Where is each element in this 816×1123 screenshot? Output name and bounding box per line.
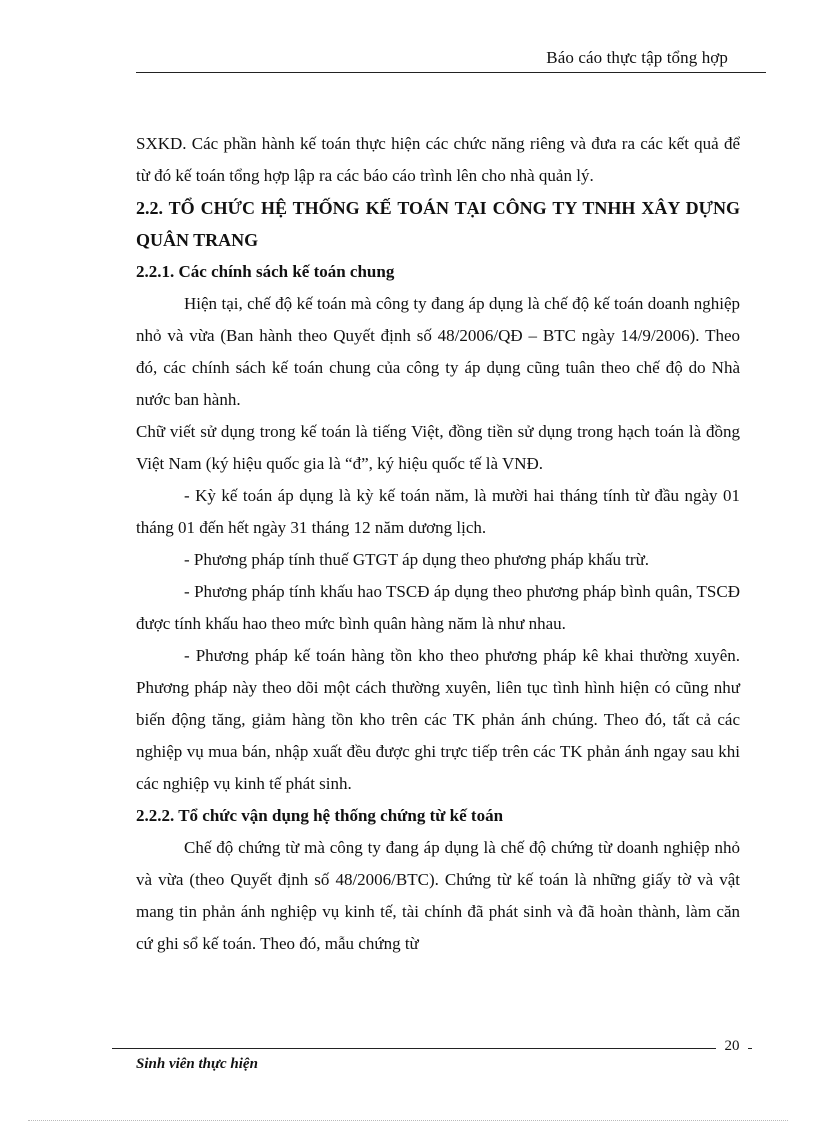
section-heading: 2.2. TỔ CHỨC HỆ THỐNG KẾ TOÁN TẠI CÔNG TY TNHH XÂY DỰNG QUÂN TRANG bbox=[136, 198, 740, 250]
subsection-heading: 2.2.1. Các chính sách kế toán chung bbox=[136, 262, 395, 281]
paragraph: Chữ viết sử dụng trong kế toán là tiếng Việt, đồng tiền sử dụng trong hạch toán là đồng Việt Nam (ký hiệu quốc gia là “đ”, ký hiệu quốc tế là VNĐ. bbox=[136, 422, 740, 473]
subsection-heading: 2.2.2. Tổ chức vận dụng hệ thống chứng từ kế toán bbox=[136, 806, 504, 825]
page-number: 20 bbox=[716, 1038, 748, 1055]
list-item: - Phương pháp tính khấu hao TSCĐ áp dụng theo phương pháp bình quân, TSCĐ được tính khấu hao theo mức bình quân hàng năm là như nhau. bbox=[136, 582, 740, 633]
header-rule bbox=[136, 72, 766, 73]
list-item: - Kỳ kế toán áp dụng là kỳ kế toán năm, là mười hai tháng tính từ đầu ngày 01 tháng 01 đến hết ngày 31 tháng 12 năm dương lịch. bbox=[136, 486, 740, 537]
footer-label: Sinh viên thực hiện bbox=[136, 1056, 258, 1072]
paragraph: Chế độ chứng từ mà công ty đang áp dụng là chế độ chứng từ doanh nghiệp nhỏ và vừa (theo Quyết định số 48/2006/BTC). Chứng từ kế toán là những giấy tờ và vật mang tin phản ánh nghiệp vụ kinh tế, tài chính đã phát sinh và đã hoàn thành, làm căn cứ ghi sổ kế toán. Theo đó, mẫu chứng từ bbox=[136, 838, 740, 953]
paragraph: Hiện tại, chế độ kế toán mà công ty đang áp dụng là chế độ kế toán doanh nghiệp nhỏ và vừa (Ban hành theo Quyết định số 48/2006/QĐ – BTC ngày 14/9/2006). Theo đó, các chính sách kế toán chung của công ty áp dụng cũng tuân theo chế độ do Nhà nước ban hành. bbox=[136, 294, 740, 409]
header-title: Báo cáo thực tập tổng hợp bbox=[546, 48, 728, 67]
list-item: - Phương pháp tính thuế GTGT áp dụng theo phương pháp khấu trừ. bbox=[184, 550, 650, 569]
footer-rule bbox=[112, 1048, 752, 1049]
page-content bbox=[136, 128, 740, 960]
page-bottom-dotted-rule bbox=[28, 1120, 788, 1121]
paragraph: SXKD. Các phần hành kế toán thực hiện các chức năng riêng và đưa ra các kết quả để từ đó kế toán tổng hợp lập ra các báo cáo trình lên cho nhà quản lý. bbox=[136, 134, 740, 185]
list-item: - Phương pháp kế toán hàng tồn kho theo phương pháp kê khai thường xuyên. Phương pháp này theo dõi một cách thường xuyên, liên tục tình hình hiện có cũng như biến động tăng, giảm hàng tồn kho trên các TK phản ánh chúng. Theo đó, tất cả các nghiệp vụ mua bán, nhập xuất đều được ghi trực tiếp trên các TK phản ánh ngay sau khi các nghiệp vụ kinh tế phát sinh. bbox=[136, 646, 740, 793]
